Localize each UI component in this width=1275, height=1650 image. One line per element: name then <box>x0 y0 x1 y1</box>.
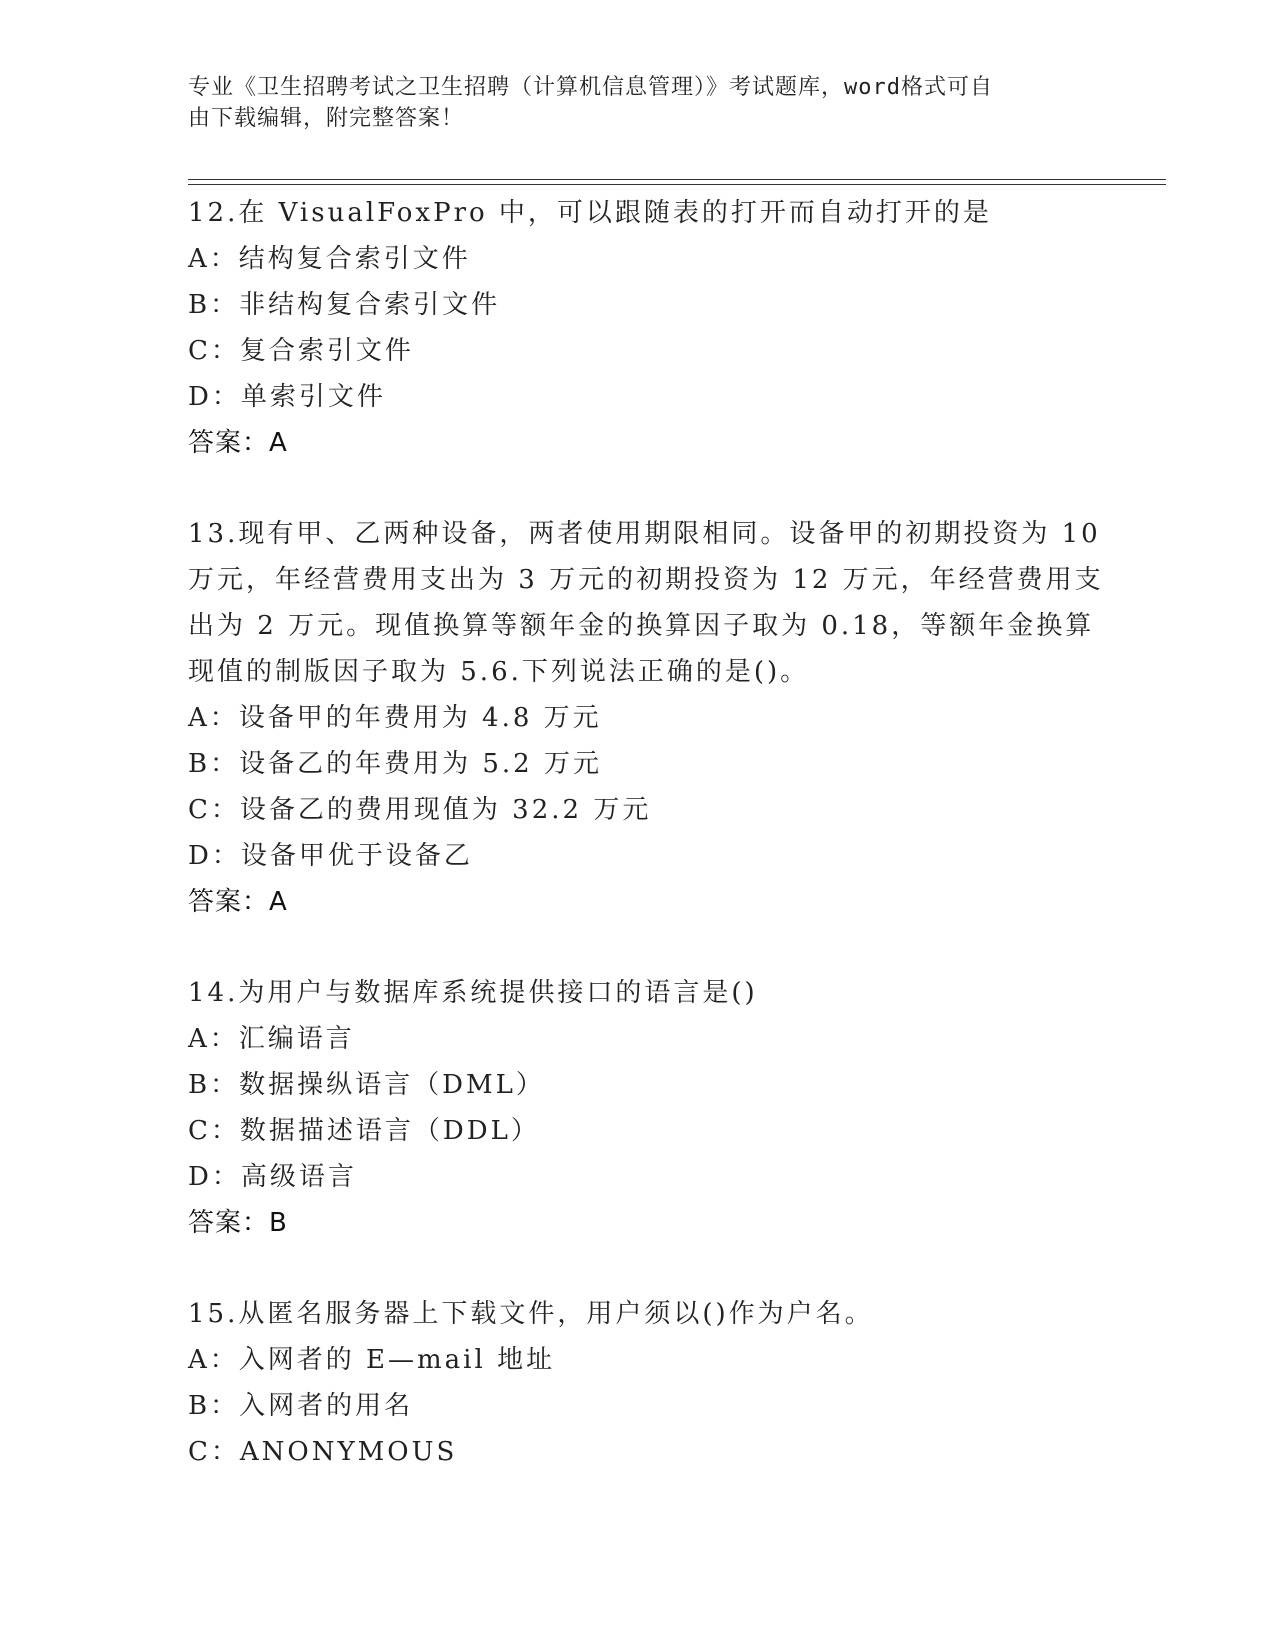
question-stem: 现值的制版因子取为 5.6.下列说法正确的是()。 <box>188 657 810 687</box>
header-divider-bottom <box>188 184 1166 185</box>
question-15 <box>188 1291 1108 1475</box>
option-d: D：设备甲优于设备乙 <box>188 841 473 871</box>
option-d: D：单索引文件 <box>188 382 386 412</box>
header-line-2: 由下载编辑，附完整答案！ <box>188 106 465 131</box>
document-header <box>188 72 1088 134</box>
question-spacer <box>188 1246 1108 1291</box>
answer-label: 答案：B <box>188 1208 288 1238</box>
option-a: A：汇编语言 <box>188 1024 355 1054</box>
option-c: C：设备乙的费用现值为 32.2 万元 <box>188 795 652 825</box>
answer-label: 答案：A <box>188 887 288 917</box>
question-stem: 12.在 VisualFoxPro 中，可以跟随表的打开而自动打开的是 <box>188 198 992 228</box>
option-c: C：复合索引文件 <box>188 336 414 366</box>
header-line-1: 专业《卫生招聘考试之卫生招聘（计算机信息管理）》考试题库，word格式可自 <box>188 75 993 100</box>
option-b: B：入网者的用名 <box>188 1391 414 1421</box>
option-a: A：入网者的 E—mail 地址 <box>188 1345 556 1375</box>
option-b: B：非结构复合索引文件 <box>188 290 501 320</box>
question-stem: 出为 2 万元。现值换算等额年金的换算因子取为 0.18，等额年金换算 <box>188 611 1095 641</box>
question-spacer <box>188 925 1108 970</box>
option-c: C：ANONYMOUS <box>188 1437 458 1467</box>
question-stem: 14.为用户与数据库系统提供接口的语言是() <box>188 978 758 1008</box>
option-c: C：数据描述语言（DDL） <box>188 1116 540 1146</box>
question-13 <box>188 511 1108 925</box>
option-b: B：设备乙的年费用为 5.2 万元 <box>188 749 602 779</box>
header-divider-top <box>188 179 1166 180</box>
question-list <box>188 190 1108 1475</box>
question-12 <box>188 190 1108 466</box>
option-a: A：设备甲的年费用为 4.8 万元 <box>188 703 602 733</box>
answer-label: 答案：A <box>188 428 288 458</box>
option-d: D：高级语言 <box>188 1162 357 1192</box>
question-stem: 万元，年经营费用支出为 3 万元的初期投资为 12 万元，年经营费用支 <box>188 565 1104 595</box>
option-b: B：数据操纵语言（DML） <box>188 1070 545 1100</box>
question-stem: 13.现有甲、乙两种设备，两者使用期限相同。设备甲的初期投资为 10 <box>188 519 1101 549</box>
question-spacer <box>188 466 1108 511</box>
question-14 <box>188 970 1108 1246</box>
option-a: A：结构复合索引文件 <box>188 244 471 274</box>
question-stem: 15.从匿名服务器上下载文件，用户须以()作为户名。 <box>188 1299 874 1329</box>
